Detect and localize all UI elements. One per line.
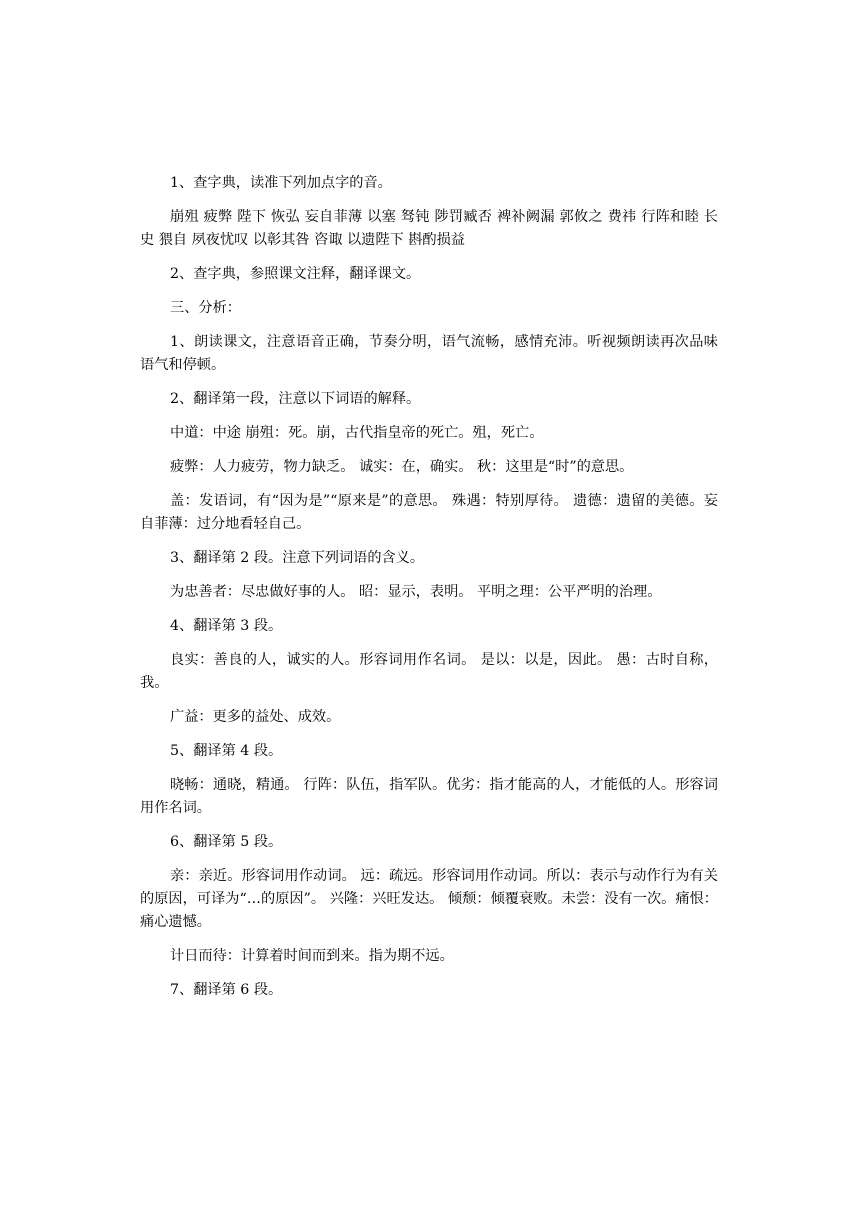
- paragraph-16: 晓畅：通晓，精通。 行阵：队伍，指军队。优劣：指才能高的人，才能低的人。形容词用作名词。: [140, 777, 718, 816]
- paragraph-3: 2、查字典，参照课文注释，翻译课文。: [170, 266, 421, 282]
- paragraph-4: 三、分析：: [170, 300, 241, 316]
- paragraph-12: 4、翻译第 3 段。: [170, 618, 283, 634]
- paragraph-11: 为忠善者：尽忠做好事的人。 昭：显示，表明。 平明之理：公平严明的治理。: [170, 584, 662, 600]
- paragraph-8: 疲弊：人力疲劳，物力缺乏。 诚实：在，确实。 秋：这里是“时”的意思。: [170, 459, 634, 475]
- paragraph-5: 1、朗读课文，注意语音正确，节奏分明，语气流畅，感情充沛。听视频朗读再次品味语气和停顿。: [140, 334, 718, 373]
- paragraph-17: 6、翻译第 5 段。: [170, 834, 283, 850]
- paragraph-15: 5、翻译第 4 段。: [170, 743, 283, 759]
- paragraph-10: 3、翻译第 2 段。注意下列词语的含义。: [170, 550, 425, 566]
- paragraph-14: 广益：更多的益处、成效。: [170, 709, 341, 725]
- document-body: [140, 172, 718, 1013]
- paragraph-9: 盖：发语词，有“因为是”“原来是”的意思。 殊遇：特别厚待。 遗德：遗留的美德。妄自菲薄：过分地看轻自己。: [140, 493, 718, 532]
- paragraph-6: 2、翻译第一段，注意以下词语的解释。: [170, 391, 421, 407]
- paragraph-19: 计日而待：计算着时间而到来。指为期不远。: [170, 948, 454, 964]
- paragraph-2: 崩殂 疲弊 陛下 恢弘 妄自菲薄 以塞 驽钝 陟罚臧否 裨补阙漏 郭攸之 费祎 行阵和睦 长史 猥自 夙夜忧叹 以彰其咎 咨诹 以遗陛下 斟酌损益: [140, 209, 718, 248]
- paragraph-18: 亲：亲近。形容词用作动词。 远：疏远。形容词用作动词。所以：表示与动作行为有关的原因，可译为“…的原因”。 兴隆：兴旺发达。 倾颓：倾覆衰败。未尝：没有一次。痛恨：痛心遗憾。: [140, 868, 718, 930]
- paragraph-20: 7、翻译第 6 段。: [170, 982, 283, 998]
- paragraph-13: 良实：善良的人，诚实的人。形容词用作名词。 是以：以是，因此。 愚：古时自称，我。: [140, 652, 718, 691]
- paragraph-7: 中道：中途 崩殂：死。崩，古代指皇帝的死亡。殂，死亡。: [170, 425, 544, 441]
- paragraph-1: 1、查字典，读准下列加点字的音。: [170, 175, 392, 191]
